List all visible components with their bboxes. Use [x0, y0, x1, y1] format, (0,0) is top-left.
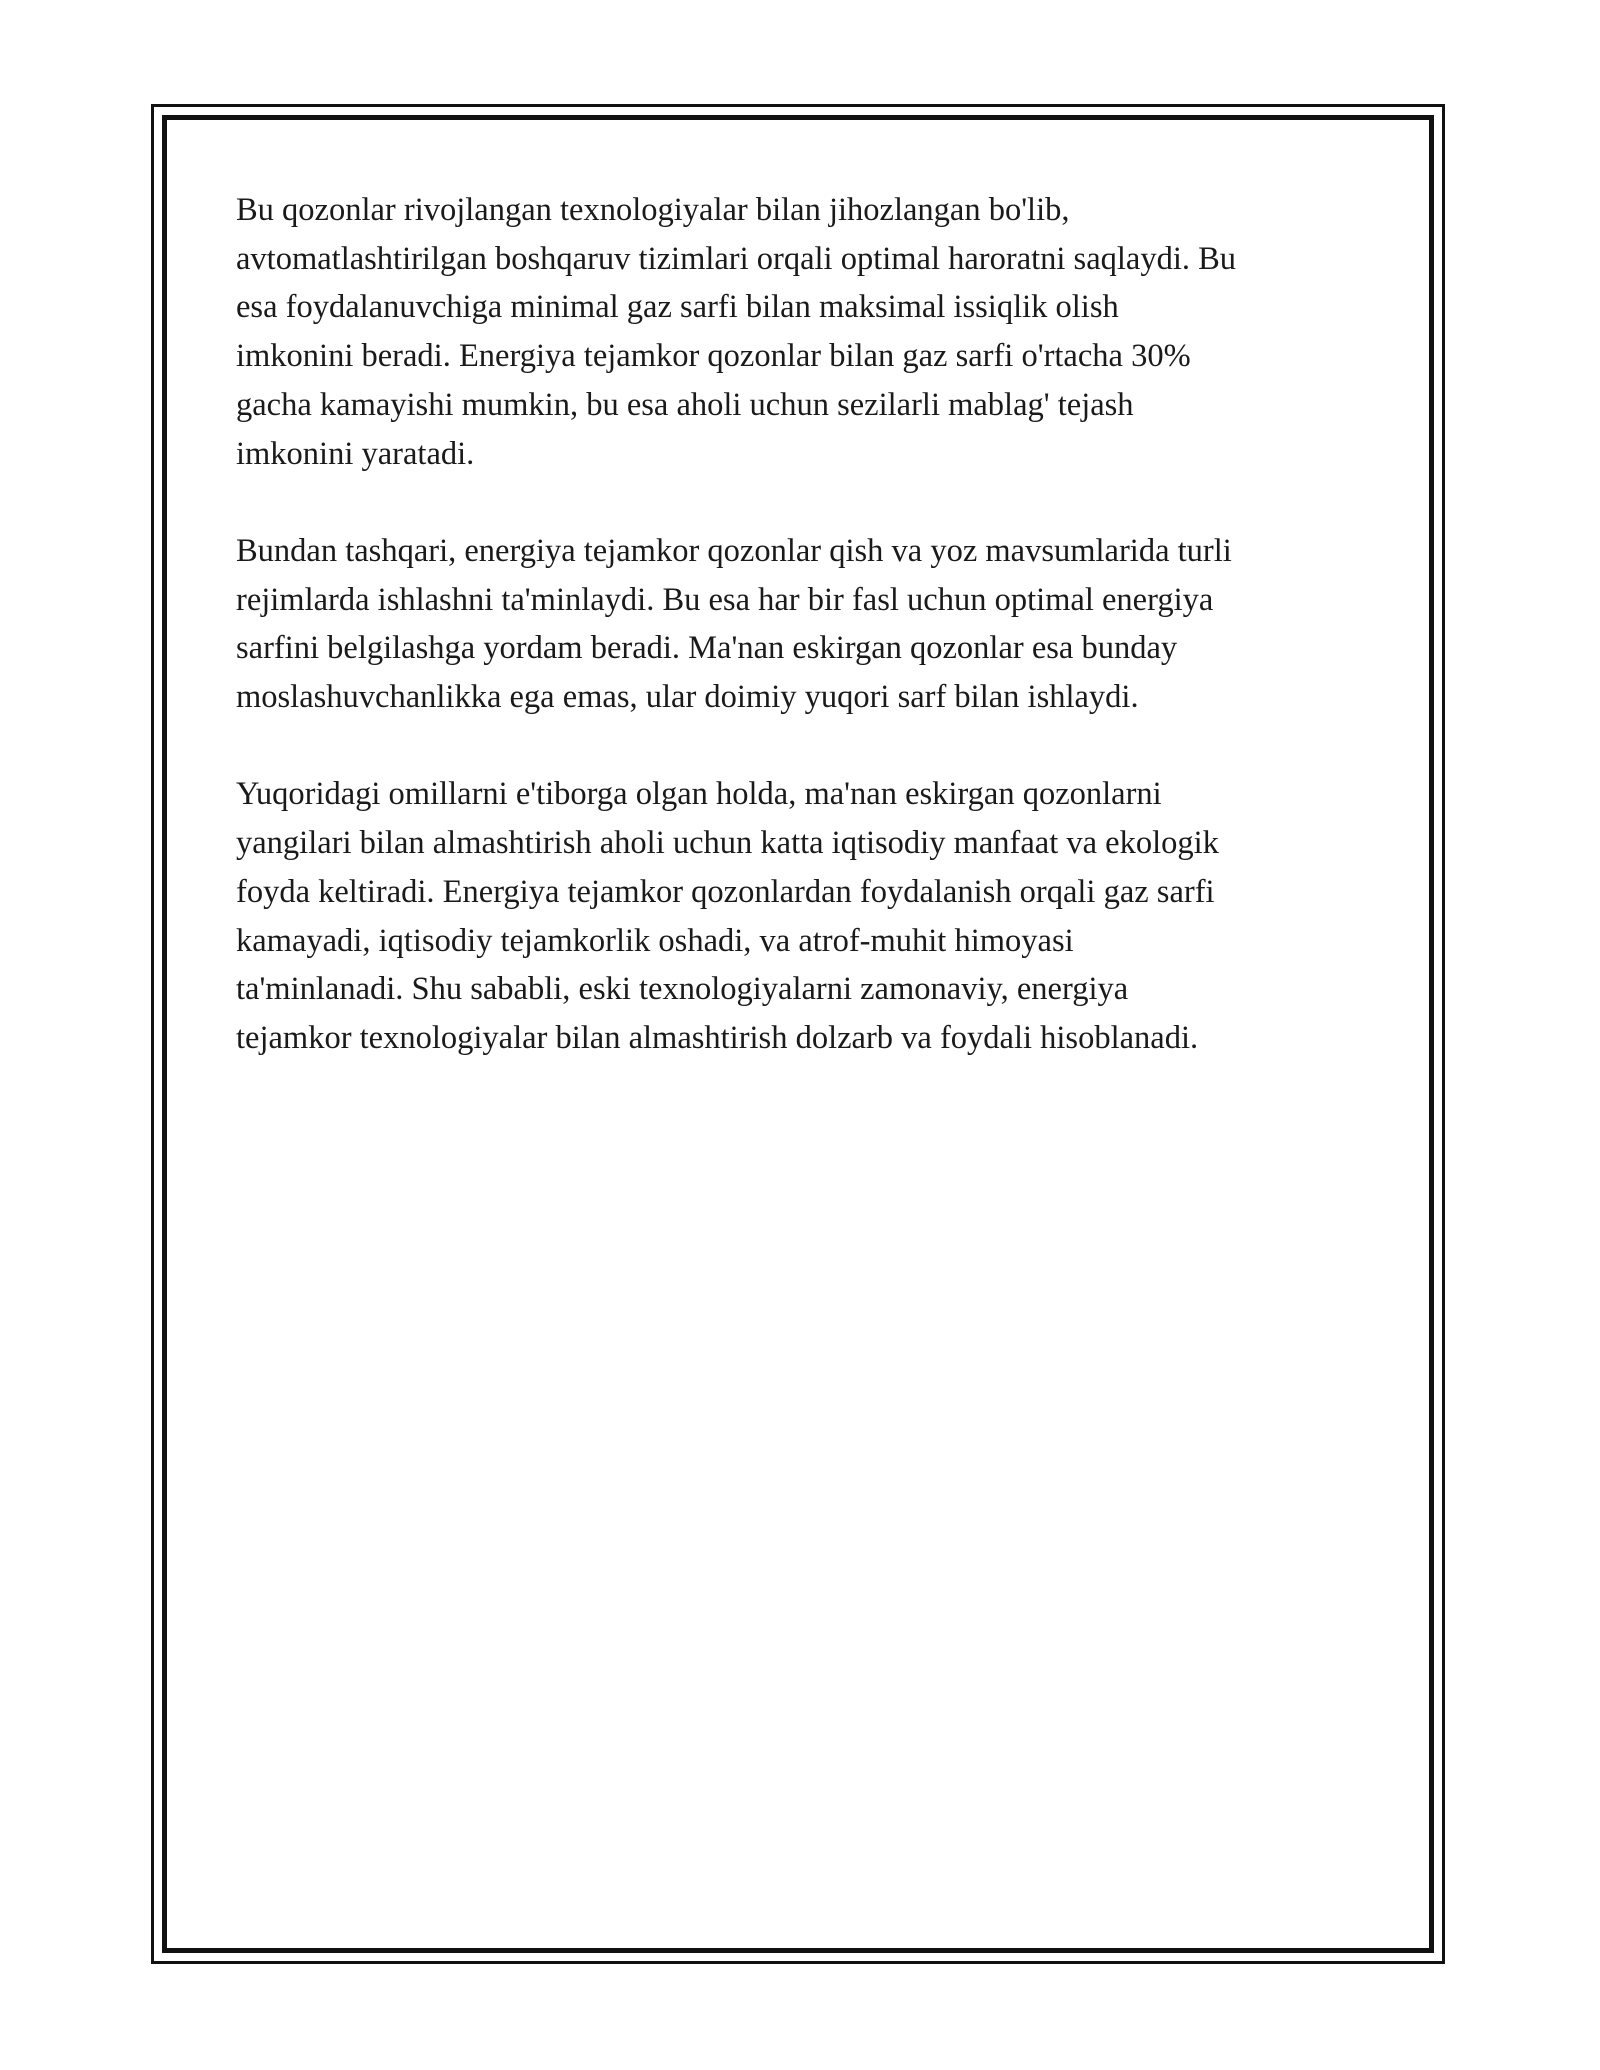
paragraph-1: [236, 186, 1376, 478]
text-line: Bundan tashqari, energiya tejamkor qozonlar qish va yoz mavsumlarida turli: [236, 532, 1232, 569]
paragraph-3: [236, 770, 1376, 1062]
text-line: moslashuvchanlikka ega emas, ular doimiy yuqori sarf bilan ishlaydi.: [236, 679, 1139, 716]
document-body: [236, 186, 1376, 1111]
text-line: kamayadi, iqtisodiy tejamkorlik oshadi, va atrof-muhit himoyasi: [236, 922, 1074, 959]
text-line: Yuqoridagi omillarni e'tiborga olgan holda, ma'nan eskirgan qozonlarni: [236, 776, 1162, 813]
text-line: esa foydalanuvchiga minimal gaz sarfi bilan maksimal issiqlik olish: [236, 289, 1119, 326]
text-line: Bu qozonlar rivojlangan texnologiyalar bilan jihozlangan bo'lib,: [236, 192, 1070, 228]
text-line: yangilari bilan almashtirish aholi uchun katta iqtisodiy manfaat va ekologik: [236, 825, 1219, 862]
text-line: foyda keltiradi. Energiya tejamkor qozonlardan foydalanish orqali gaz sarfi: [236, 873, 1215, 910]
text-line: imkonini beradi. Energiya tejamkor qozonlar bilan gaz sarfi o'rtacha 30%: [236, 338, 1191, 375]
text-line: gacha kamayishi mumkin, bu esa aholi uchun sezilarli mablag' tejash: [236, 386, 1134, 423]
text-line: sarfini belgilashga yordam beradi. Ma'nan eskirgan qozonlar esa bunday: [236, 630, 1178, 667]
text-line: ta'minlanadi. Shu sababli, eski texnologiyalarni zamonaviy, energiya: [236, 971, 1129, 1008]
text-line: avtomatlashtirilgan boshqaruv tizimlari orqali optimal haroratni saqlaydi. Bu: [236, 240, 1237, 277]
text-line: tejamkor texnologiyalar bilan almashtirish dolzarb va foydali hisoblanadi.: [236, 1019, 1199, 1056]
text-line: rejimlarda ishlashni ta'minlaydi. Bu esa har bir fasl uchun optimal energiya: [236, 581, 1214, 618]
paragraph-2: [236, 527, 1376, 722]
text-line: imkonini yaratadi.: [236, 435, 475, 472]
